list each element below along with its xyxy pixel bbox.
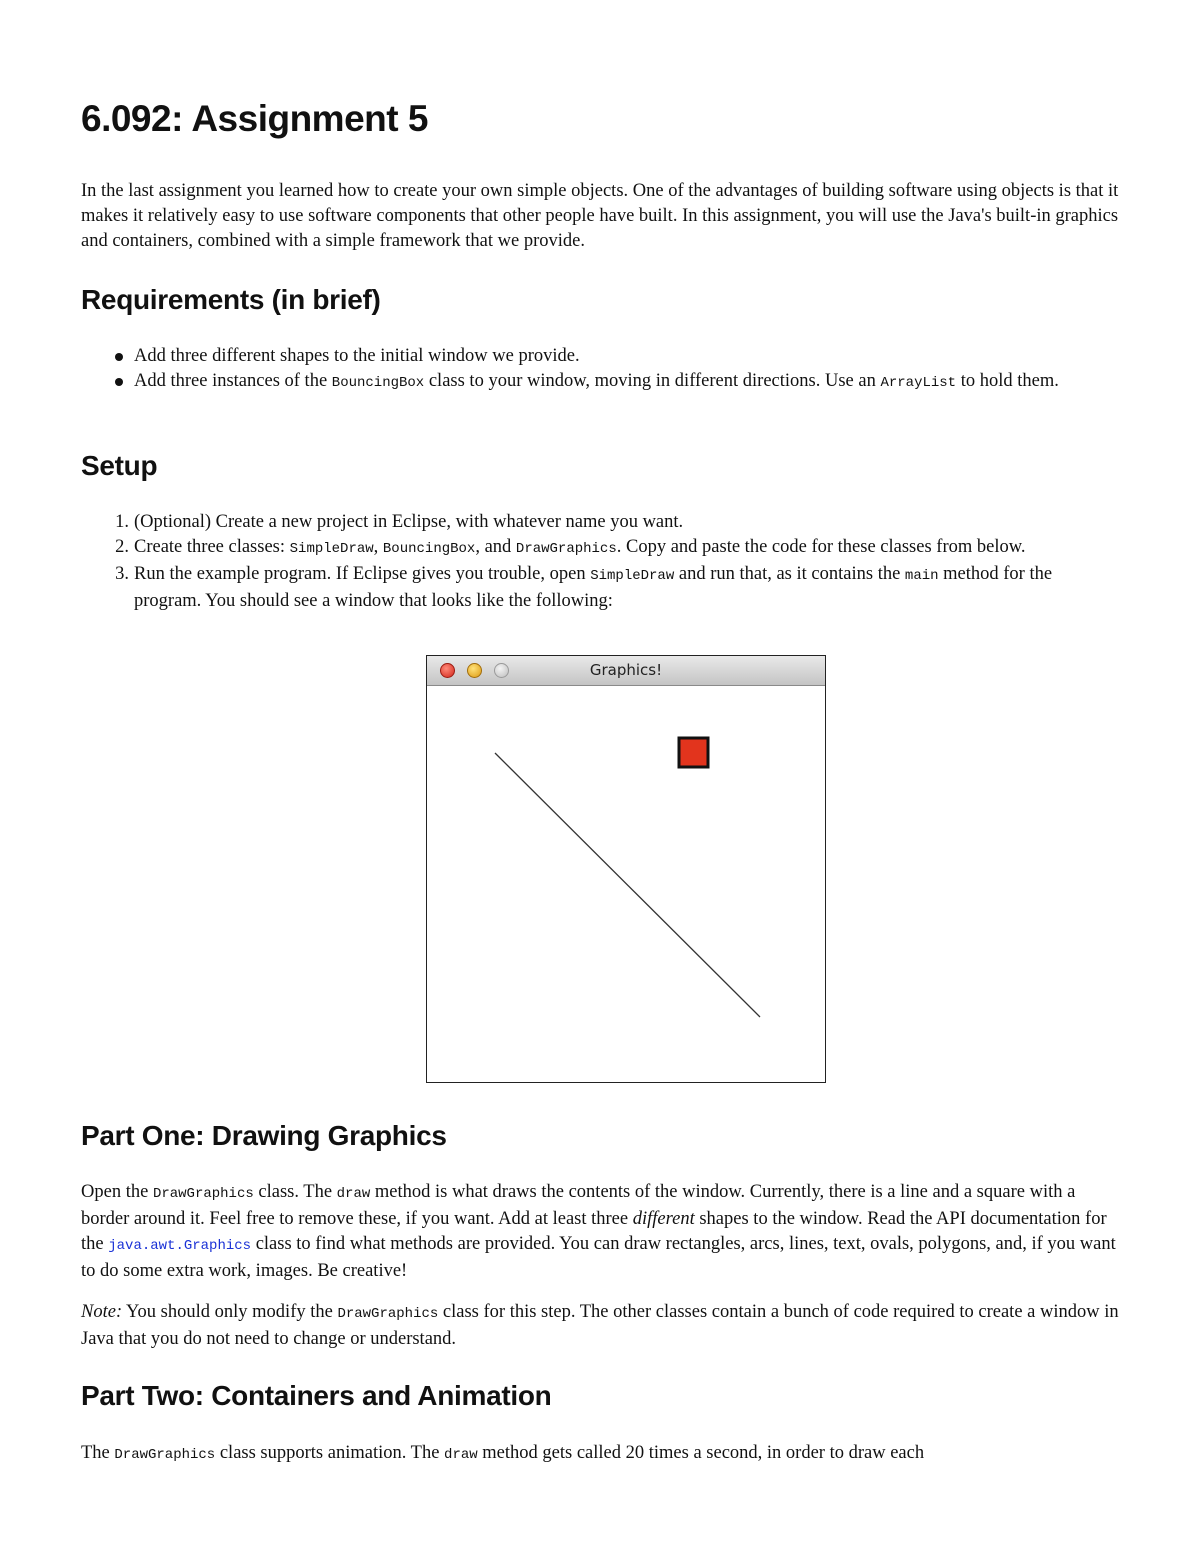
part-one-note: Note: You should only modify the DrawGraphics class for this step. The other classes contain a bunch of code required to create a window in Java that you do not need to change or understand. <box>81 1302 1119 1349</box>
requirements-heading: Requirements (in brief) <box>81 284 381 315</box>
graphics-api-link[interactable]: java.awt.Graphics <box>108 1238 252 1254</box>
setup-heading: Setup <box>81 450 158 481</box>
list-item: 3. Run the example program. If Eclipse gives you trouble, open SimpleDraw and run that, as it contains the main method for the program. You should see a window that looks like the following: <box>115 564 1053 611</box>
bullet-icon <box>115 353 123 361</box>
requirements-list <box>81 344 1121 396</box>
list-item: 2. Create three classes: SimpleDraw, BouncingBox, and DrawGraphics. Copy and paste the code for these classes from below. <box>115 537 1026 557</box>
setup-steps <box>81 510 1121 614</box>
part-one-paragraph: Open the DrawGraphics class. The draw method is what draws the contents of the window. Currently, there is a line and a square with a border around it. Feel free to remove these, if you want. Add at least three different shapes to the window. Read the API documentation for the java.awt.Graphics class to find what methods are provided. You can draw rectangles, arcs, lines, text, ovals, polygons, and, if you want to do some extra work, images. Be creative! <box>81 1182 1116 1281</box>
part-two-heading: Part Two: Containers and Animation <box>81 1380 552 1411</box>
list-item: 1. (Optional) Create a new project in Eclipse, with whatever name you want. <box>115 512 684 532</box>
window-title: Graphics! <box>589 661 663 679</box>
graphics-window-screenshot <box>426 655 826 1083</box>
page-title: 6.092: Assignment 5 <box>81 98 428 139</box>
list-item: Add three different shapes to the initial window we provide. <box>81 344 1121 369</box>
list-item: Add three instances of the BouncingBox class to your window, moving in different directions. Use an ArrayList to hold them. <box>81 369 1121 396</box>
red-square <box>679 738 708 767</box>
intro-paragraph: In the last assignment you learned how to create your own simple objects. One of the advantages of building software using objects is that it makes it relatively easy to use software components that other people have built. In this assignment, you will use the Java's built-in graphics and containers, combined with a simple framework that we provide. <box>81 181 1119 251</box>
part-one-heading: Part One: Drawing Graphics <box>81 1120 447 1151</box>
code-arraylist: ArrayList <box>880 375 957 391</box>
window-titlebar <box>427 656 825 686</box>
diagonal-line <box>495 753 760 1017</box>
part-two-paragraph: The DrawGraphics class supports animation. The draw method gets called 20 times a second, in order to draw each <box>81 1443 925 1463</box>
bullet-icon <box>115 378 123 386</box>
window-canvas <box>427 686 825 1082</box>
code-bouncingbox: BouncingBox <box>331 375 425 391</box>
